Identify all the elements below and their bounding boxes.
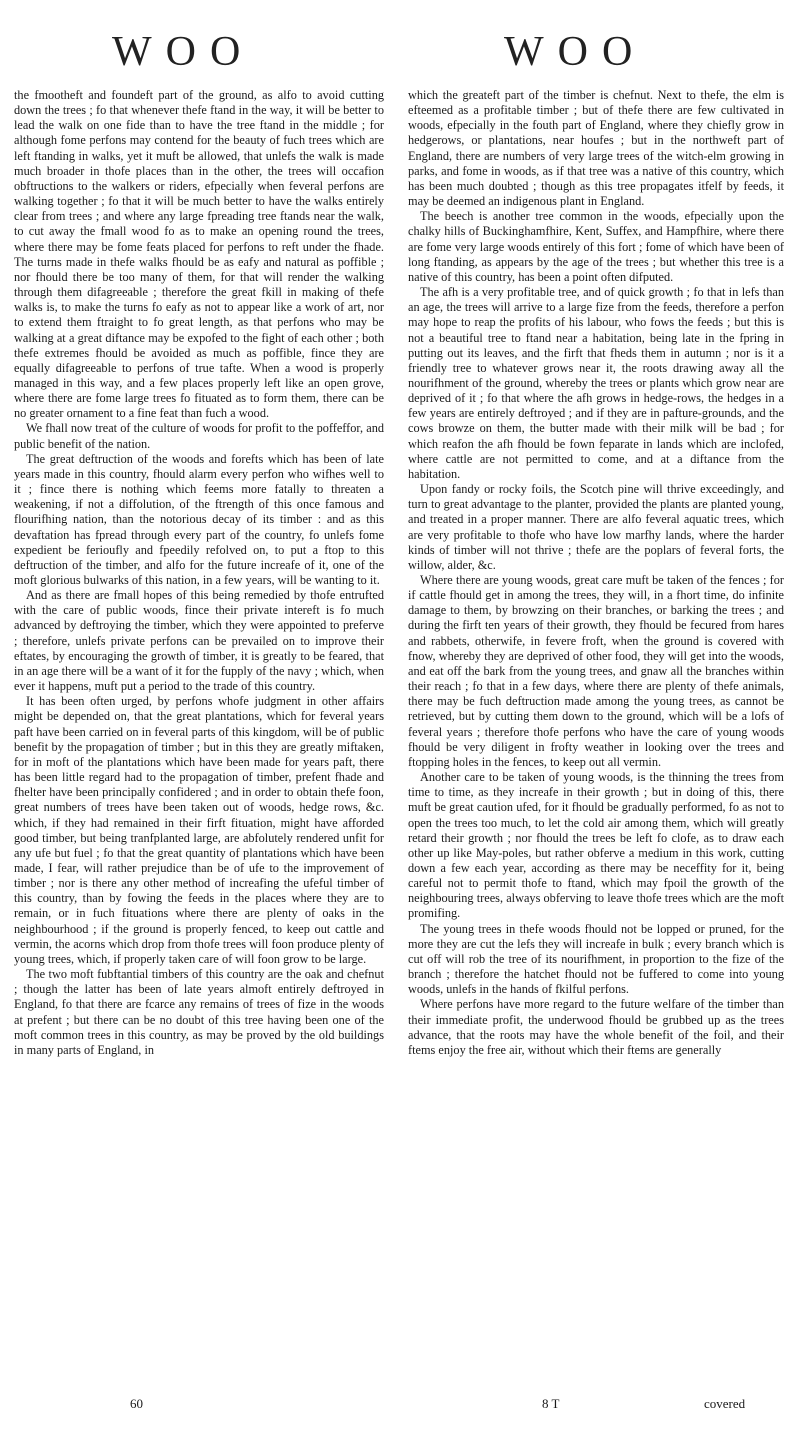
paragraph: the fmootheft and foundeft part of the ground, as alfo to avoid cutting down the trees ; fo that whenever thefe ftand in the way, it will be better to lead the walk on one fide than to have the tree ftand in the middle ; for although fome perfons may contend for the beauty of fuch trees which are left ftanding in walks, yet it muft be allowed, that unlefs the walk is made much broader in thofe places than in the other, the trees will occafion obftructions to the walkers or riders, efpecially when feveral perfons are walking together ; fo that it will be much better to have the walks entirely clear from trees ; and where any large fpreading tree ftands near the walk, to cut away the fmall wood fo as to make an opening round the trees, where there may be fome feats placed for perfons to reft under the fhade. The turns made in thefe walks fhould be as eafy and natural as poffible ; nor fhould there be too many of them, for that will render the walking through them difagreeable ; therefore the great fkill in making of thefe walks is, to make the turns fo eafy as not to appear like a work of art, nor to extend them ftraight to fo great length, as that perfons who may be walking at a great diftance may be expofed to the fight of each other ; both thefe extremes fhould be avoided as much as poffible, fince they are equally difagreeable to perfons of true tafte. When a wood is properly managed in this way, and a few places properly left like an open grove, where there are fome large trees fo fituated as to form them, there can be no greater ornament to a fine feat than fuch a wood. <box>14 88 384 421</box>
paragraph: It has been often urged, by perfons whofe judgment in other affairs might be depended on, that the great plantations, which for feveral years paft have been carried on in feveral parts of this kingdom, will be of public benefit by the propagation of timber ; but in this they are greatly miftaken, for in moft of the plantations which have been made for years paft, there has been little regard had to the propagation of timber, prefent fhade and fhelter have been principally confidered ; and in order to obtain thefe foon, great numbers of trees have been taken out of woods, hedge rows, &c. which, if they had remained in their firft fituation, might have afforded good timber, but being tranfplanted large, are abfolutely rendered unfit for any ufe but fuel ; fo that the great quantity of plantations which have been made, I fear, will rather prejudice than be of ufe to the improvement of timber ; nor is there any other method of increafing the ufeful timber of this country, than by fowing the feeds in the places where they are to remain, or in fuch fituations where there are plenty of oaks in the neighbourhood ; if the ground is properly fenced, to keep out cattle and vermin, the acorns which drop from thofe trees will foon produce plenty of young trees, which, if properly taken care of will foon grow to be large. <box>14 694 384 966</box>
left-column <box>14 88 384 1058</box>
paragraph: The young trees in thefe woods fhould not be lopped or pruned, for the more they are cut the lefs they will increafe in bulk ; every branch which is cut off will rob the tree of its nourifhment, in proportion to the fize of the branch ; therefore the hatchet fhould not be fuffered to come into young woods, unlefs in the hands of fkilful perfons. <box>408 921 784 997</box>
paragraph: Another care to be taken of young woods, is the thinning the trees from time to time, as they increafe in their growth ; but in doing of this, there muft be great caution ufed, for it fhould be gradually performed, fo as not to open the trees too much, to let the cold air among them, which will greatly retard their growth ; nor fhould the trees be left fo clofe, as to draw each other up like May-poles, but rather obferve a medium in this work, cutting down a few each year, according as there may be neceffity for it, being careful not to permit thofe to ftand, which may fpoil the growth of the neighbouring trees, always obferving to leave thofe trees which are the moft promifing. <box>408 770 784 921</box>
paragraph: Where there are young woods, great care muft be taken of the fences ; for if cattle fhould get in among the trees, they will, in a fhort time, do infinite damage to them, by browzing on their branches, or barking the trees ; and during the firft ten years of their growth, they fhould be fecured from hares and rabbets, otherwife, in fevere froft, when the ground is covered with fnow, whereby they are deprived of other food, they will get into the woods, and eat off the bark from the young trees, and gnaw all the branches within their reach ; fo that in a few days, where there are plenty of thefe animals, there may be fuch deftruction made among the young trees, as cannot be retrieved, but by cutting them down to the ground, which will be a lofs of feveral years ; therefore thofe perfons who have the care of young woods fhould be very diligent in frofty weather in looking over the trees and ftopping holes in the fences, to keep out all vermin. <box>408 573 784 769</box>
header-title-right: WOO <box>504 29 647 75</box>
catchword: covered <box>704 1396 746 1411</box>
paragraph: Where perfons have more regard to the future welfare of the timber than their immediate profit, the underwood fhould be grubbed up as the trees advance, that the roots may have the whole benefit of the foil, and their ftems enjoy the free air, without which their ftems are generally <box>408 997 784 1057</box>
paragraph: Upon fandy or rocky foils, the Scotch pine will thrive exceedingly, and turn to great advantage to the planter, provided the plants are planted young, and treated in a proper manner. There are alfo feveral aquatic trees, which are very profitable to thofe who have low marfhy lands, where the harder kinds of timber will not thrive ; thefe are the poplars of feveral forts, the willow, alder, &c. <box>408 482 784 572</box>
running-header <box>0 28 800 78</box>
paragraph: The two moft fubftantial timbers of this country are the oak and chefnut ; though the latter has been of late years almoft entirely deftroyed in England, fo that there are fcarce any remains of trees of fize in the woods at prefent ; but there can be no doubt of this tree having been one of the moft common trees in this country, as may be proved by the old buildings in many parts of England, in <box>14 967 384 1057</box>
paragraph: And as there are fmall hopes of this being remedied by thofe entrufted with the care of public woods, fince their private intereft is fo much advanced by deftroying the timber, which they were appointed to preferve ; therefore, unlefs private perfons can be prevailed on to improve their eftates, by encouraging the growth of timber, it is greatly to be feared, that in an age there will be a want of it for the fupply of the navy ; which, when ever it happens, muft put a period to the trade of this country. <box>14 588 384 694</box>
paragraph: The afh is a very profitable tree, and of quick growth ; fo that in lefs than an age, the trees will arrive to a large fize from the feeds, therefore a perfon may hope to reap the profits of his labour, who fows the feeds ; but this is not a beautiful tree to ftand near a habitation, being late in the fpring in putting out its leaves, and the firft that fheds them in autumn ; nor is it a friendly tree to whatever grows near it, the roots drawing away all the nourifhment of the ground, whereby the trees or plants which grow near are deprived of it ; fo that where the afh grows in hedge-rows, the hedges in a few years are entirely deftroyed ; and if they are in pafture-grounds, and the cows browze on them, the butter made with their milk will be bad ; for which reafon the afh fhould be fown feparate in lands which are inclofed, where cattle are not permitted to come, and at a diftance from the habitation. <box>408 285 784 481</box>
paragraph: The great deftruction of the woods and forefts which has been of late years made in this country, fhould alarm every perfon who wifhes well to it ; fince there is nothing which feems more fatally to threaten a weakening, if not a diffolution, of the ftrength of this once famous and flourifhing nation, than the notorious decay of its timber : and as this devaftation has fpread through every part of the country, fo unlefs fome expedient be ferioufly and fpeedily refolved on, to put a ftop to this deftruction of the timber, and alfo for the future increafe of it, one of the moft glorious bulwarks of this nation, in a few years, will be wanting to it. <box>14 451 384 587</box>
paragraph: We fhall now treat of the culture of woods for profit to the poffeffor, and public benefit of the nation. <box>14 421 384 451</box>
header-title-left: WOO <box>112 29 255 75</box>
paragraph: which the greateft part of the timber is chefnut. Next to thefe, the elm is efteemed as a profitable timber ; but of thefe there are few cultivated in woods, efpecially in the fouth part of England, where they chiefly grow in hedgerows, or plantations, near houfes ; but in the northweft part of England, there are numbers of very large trees of the witch-elm growing in parks, and fome in woods, as if that tree was a native of this country, which has been much doubted ; though as this tree propagates itfelf by feeds, it may be deemed an indigenous plant in England. <box>408 88 784 209</box>
signature-mark: 8 T <box>542 1396 560 1411</box>
right-column <box>408 88 784 1058</box>
page-folio: 60 <box>130 1396 143 1411</box>
paragraph: The beech is another tree common in the woods, efpecially upon the chalky hills of Buckinghamfhire, Kent, Suffex, and Hampfhire, where there are fome very large woods entirely of this fort ; fome of which have been of long ftanding, as appears by the age of the trees ; but whether this tree is a native of this country, has been a point often difputed. <box>408 209 784 284</box>
